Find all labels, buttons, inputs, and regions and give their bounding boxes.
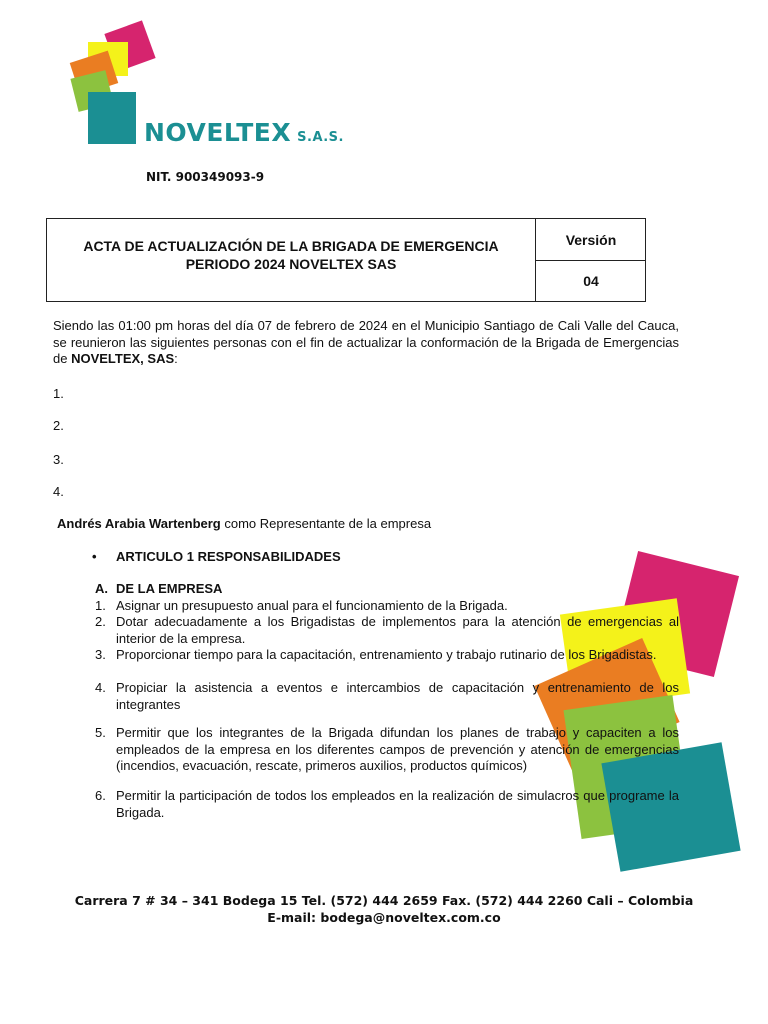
list-item-number: 3. [95, 647, 106, 662]
logo-name: NOVELTEX [144, 118, 292, 147]
document-header-table [46, 218, 646, 302]
attendee-number: 3. [53, 452, 64, 467]
footer-address: Carrera 7 # 34 – 341 Bodega 15 Tel. (572) 444 2659 Fax. (572) 444 2260 Cali – Colombia [74, 893, 694, 908]
article-title: ARTICULO 1 RESPONSABILIDADES [116, 549, 341, 564]
attendee-number: 2. [53, 418, 64, 433]
section-a-heading [95, 581, 222, 596]
intro-paragraph [53, 318, 679, 368]
title-line-1: ACTA DE ACTUALIZACIÓN DE LA BRIGADA DE EMERGENCIA [83, 238, 499, 254]
nit-number: NIT. 900349093-9 [146, 170, 265, 184]
version-label: Versión [565, 231, 617, 248]
intro-company: NOVELTEX, SAS [71, 351, 175, 366]
title-line-2: PERIODO 2024 NOVELTEX SAS [185, 256, 397, 272]
intro-end: : [174, 351, 178, 366]
list-item-text: Proporcionar tiempo para la capacitación, entrenamiento y trabajo rutinario de los Brigadistas. [116, 647, 657, 662]
section-title: DE LA EMPRESA [116, 581, 223, 596]
list-item [95, 680, 679, 713]
bullet-dot: • [92, 549, 97, 564]
list-item-number: 4. [95, 680, 106, 695]
representative-line [57, 516, 431, 531]
company-logo [60, 18, 360, 158]
list-item-number: 5. [95, 725, 106, 740]
logo-wordmark [144, 118, 344, 147]
document-title [47, 219, 535, 301]
list-item-number: 1. [95, 598, 106, 613]
version-value: 04 [583, 273, 599, 289]
list-item [95, 788, 679, 821]
section-letter: A. [95, 581, 108, 596]
list-item-text: Propiciar la asistencia a eventos e intercambios de capacitación y entrenamiento de los integrantes [116, 680, 679, 712]
attendee-number: 4. [53, 484, 64, 499]
list-item [95, 647, 679, 664]
footer-email: E-mail: bodega@noveltex.com.co [267, 910, 501, 925]
representative-role: como Representante de la empresa [224, 516, 432, 531]
list-item-number: 6. [95, 788, 106, 803]
list-item-text: Dotar adecuadamente a los Brigadistas de implementos para la atención de emergencias al interior de la empresa. [116, 614, 679, 646]
list-item [95, 614, 679, 647]
attendee-number: 1. [53, 386, 64, 401]
logo-suffix: S.A.S. [297, 130, 344, 145]
list-item [95, 725, 679, 775]
article-heading [92, 549, 341, 564]
list-item-text: Permitir que los integrantes de la Brigada difundan los planes de trabajo y capaciten a los empleados de la empresa en los diferentes campos de prevención y atención de emergencias (incendios, evacuación, rescate, primeros auxilios, productos químicos) [116, 725, 679, 773]
list-item [95, 598, 679, 615]
list-item-text: Permitir la participación de todos los empleados en la realización de simulacros que programe la Brigada. [116, 788, 679, 820]
representative-name: Andrés Arabia Wartenberg [57, 516, 221, 531]
intro-text: Siendo las 01:00 pm horas del día 07 de febrero de 2024 en el Municipio Santiago de Cali Valle del Cauca, se reunieron las siguientes personas con el fin de actualizar la conformación de la Brigada de Emergencias de [53, 318, 679, 366]
list-item-number: 2. [95, 614, 106, 629]
list-item-text: Asignar un presupuesto anual para el funcionamiento de la Brigada. [116, 598, 508, 613]
